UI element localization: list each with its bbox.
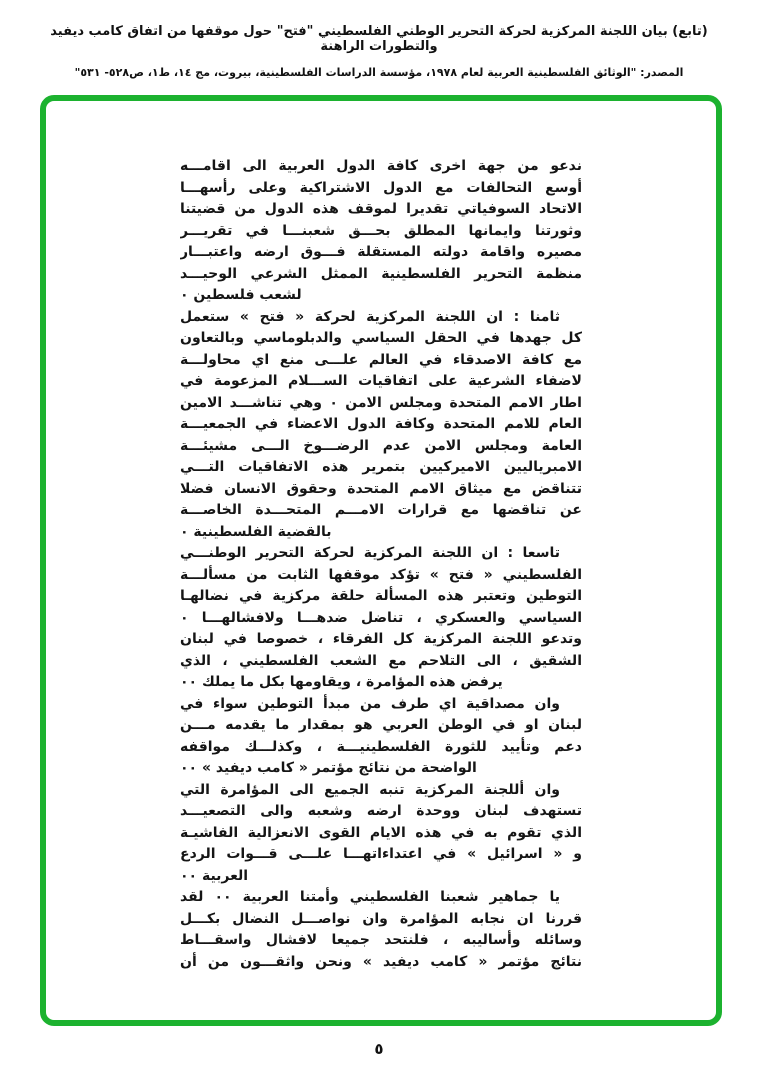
text-line: وسائله وأساليبه ، فلنتحد جميعا لافشال واسقـــاط [180,932,582,948]
text-line: الفلسطيني « فتح » تؤكد موقفها الثابت من مسألـــة [180,566,582,583]
header-source: المصدر: "الوثائق الفلسطينية العربية لعام ١٩٧٨، مؤسسة الدراسات الفلسطينية، بيروت، مج ١٤، ط١، ص٥٢٨- ٥٣١" [74,66,684,79]
document-header [0,24,758,79]
text-line: يرفض هذه المؤامرة ، ويقاومها بكل ما يملك ٠٠ [180,674,503,690]
page-number: ٥ [374,1040,384,1058]
paragraph [180,887,582,973]
text-line: تاسعا : ان اللجنة المركزية لحركة التحرير الوطنـــي [180,545,560,561]
text-line: الاتحاد السوفياتي تقديرا لموقف هذه الدول من قضيتنا [180,201,582,217]
text-line: وثورتنا وايمانها المطلق بحـــق شعبنـــا في تقريـــر [180,222,582,239]
text-line: العام للامم المتحدة وكافة الدول الاعضاء في الجمعيـــة [180,416,582,432]
text-line: الشقيق ، الى التلاحم مع الشعب الفلسطيني ، الذي [180,652,582,669]
text-line: وتدعو اللجنة المركزية كل الفرقاء ، خصوصا في لبنان [180,631,582,647]
text-line: منظمة التحرير الفلسطينية الممثل الشرعي الوحيـــد [180,265,582,282]
text-line: وان أللجنة المركزية تنبه الجميع الى المؤامرة التي [180,781,560,798]
paragraph [180,780,582,888]
text-line: السياسي والعسكري ، تناضل ضدهـــا ولافشالهـــا ٠ [180,609,582,626]
text-line: وان مصداقية اي طرف من مبدأ التوطين سواء في [180,695,560,712]
text-line: الامبرياليين الاميركيين بتمرير هذه الاتفاقيات التـــي [180,459,582,475]
text-line: و « اسرائيل » في اعتداءاتهـــا علـــى قـــوات الردع [180,846,582,862]
text-line: ندعو من جهة اخرى كافة الدول العربية الى اقامـــه [180,158,582,174]
text-line: اطار الامم المتحدة ومجلس الامن ٠ وهي تناشـــد الامين [180,394,582,411]
text-line: الواضحة من نتائج مؤتمر « كامب ديفيد » ٠٠ [180,760,477,776]
paragraph [180,307,582,544]
paragraph [180,543,582,694]
text-line: يا جماهير شعبنا الفلسطيني وأمتنا العربية ٠٠ لقد [180,889,560,905]
text-line: لبنان او في الوطن العربي هو بمقدار ما يقدمه مـــن [180,717,582,733]
text-line: نتائج مؤتمر « كامب ديفيد » ونحن واثقـــون من أن [180,953,582,970]
header-title: (تابع) بيان اللجنة المركزية لحركة التحرير الوطني الفلسطيني "فتح" حول موقفها من اتفاق كامب ديفيد والتطورات الراهنة [50,24,708,54]
text-line: تتناقض مع ميثاق الامم المتحدة وحقوق الانسان فضلا [180,480,582,497]
text-line: أوسع التحالفات مع الدول الاشتراكية وعلى رأسهـــا [180,179,582,196]
text-line: مصيره واقامة دولته المستقلة فـــوق ارضه واعتبـــار [180,244,582,260]
text-line: كل جهدها في الحقل السياسي والدبلوماسي وبالتعاون [180,330,582,346]
text-line: عن تناقضها مع قرارات الامـــم المتحـــدة الخاصـــة [180,502,582,518]
text-line: تستهدف لبنان ووحدة ارضه وشعبه والى التصعيـــد [180,803,582,819]
paragraph [180,694,582,780]
content-frame [40,95,722,1026]
text-line: العربية ٠٠ [180,867,249,884]
text-line: مع كافة الاصدقاء في العالم علـــى منع اي محاولـــة [180,351,582,368]
text-line: لشعب فلسطين ٠ [180,287,302,303]
text-line: قررنا ان نجابه المؤامرة وان نواصـــل النضال بكـــل [180,910,582,927]
text-line: بالقضية الفلسطينية ٠ [180,523,332,540]
paragraph [180,156,582,307]
text-line: دعم وتأييد للثورة الفلسطينيـــة ، وكذلـــك مواقفه [180,738,582,755]
text-line: الذي تقوم به في هذه الايام القوى الانعزالية الفاشيـة [180,824,582,841]
text-line: ثامنا : ان اللجنة المركزية لحركة « فتح » ستعمل [180,308,560,325]
text-line: لاضفاء الشرعية على اتفاقيات الســـلام المزعومة في [180,373,582,389]
text-line: التوطين وتعتبر هذه المسألة حلقة مركزية في نضالهـا [180,588,582,604]
text-line: العامة ومجلس الامن عدم الرضـــوخ الـــى مشيئـــة [180,437,582,454]
body-text [180,101,582,973]
